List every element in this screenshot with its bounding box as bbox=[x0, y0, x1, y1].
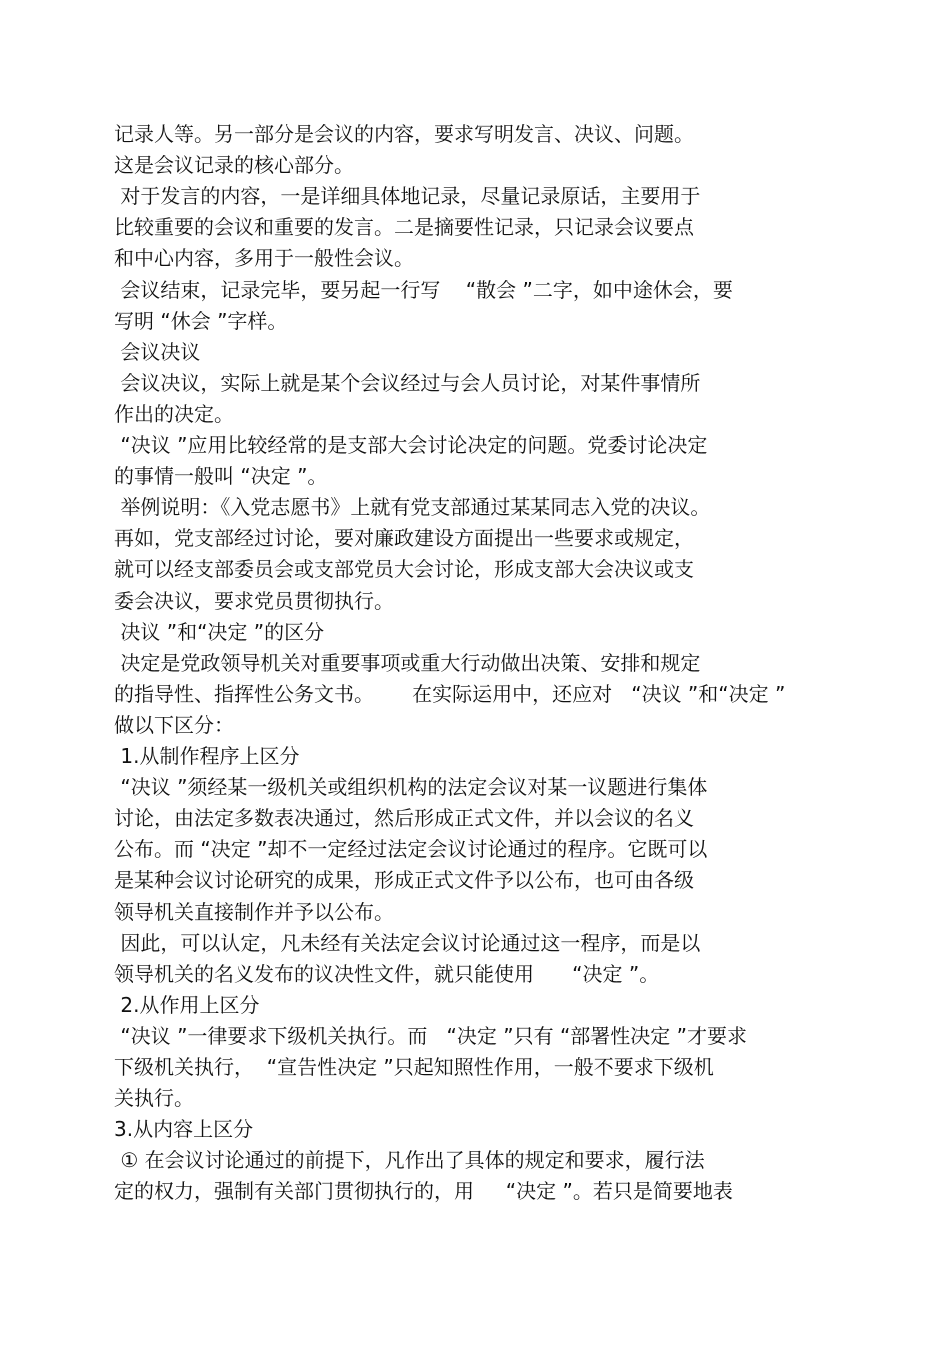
text-line: 这是会议记录的核心部分。 bbox=[114, 153, 354, 177]
text-line: 做以下区分： bbox=[114, 713, 234, 737]
section-heading: 决议 ”和“决定 ”的区分 bbox=[114, 620, 325, 644]
section-heading: 1.从制作程序上区分 bbox=[114, 744, 300, 768]
text-line: 和中心内容，多用于一般性会议。 bbox=[114, 246, 414, 270]
text-line: 的指导性、指挥性公务文书。 在实际运用中，还应对 “决议 ”和“决定 ” bbox=[114, 682, 786, 706]
text-line: 下级机关执行， “宣告性决定 ”只起知照性作用，一般不要求下级机 bbox=[114, 1055, 714, 1079]
text-line: 因此，可以认定，凡未经有关法定会议讨论通过这一程序，而是以 bbox=[114, 931, 701, 955]
text-line: “决议 ”一律要求下级机关执行。而 “决定 ”只有 “部署性决定 ”才要求 bbox=[114, 1024, 748, 1048]
text-line: 举例说明：《入党志愿书》上就有党支部通过某某同志入党的决议。 bbox=[114, 495, 711, 519]
text-line: 公布。而 “决定 ”却不一定经过法定会议讨论通过的程序。它既可以 bbox=[114, 837, 708, 861]
text-line: 会议决议，实际上就是某个会议经过与会人员讨论，对某件事情所 bbox=[114, 371, 701, 395]
text-line: 领导机关直接制作并予以公布。 bbox=[114, 900, 394, 924]
text-line: “决议 ”应用比较经常的是支部大会讨论决定的问题。党委讨论决定 bbox=[114, 433, 708, 457]
text-line: 决定是党政领导机关对重要事项或重大行动做出决策、安排和规定 bbox=[114, 651, 701, 675]
text-line: 就可以经支部委员会或支部党员大会讨论，形成支部大会决议或支 bbox=[114, 557, 694, 581]
text-line: 比较重要的会议和重要的发言。二是摘要性记录，只记录会议要点 bbox=[114, 215, 694, 239]
text-line: 作出的决定。 bbox=[114, 402, 234, 426]
text-line: 关执行。 bbox=[114, 1086, 194, 1110]
text-line: 是某种会议讨论研究的成果，形成正式文件予以公布，也可由各级 bbox=[114, 868, 694, 892]
section-heading: 3.从内容上区分 bbox=[114, 1117, 254, 1141]
section-heading: 会议决议 bbox=[114, 340, 201, 364]
text-line: 写明 “休会 ”字样。 bbox=[114, 309, 288, 333]
text-line: ① 在会议讨论通过的前提下，凡作出了具体的规定和要求，履行法 bbox=[114, 1148, 705, 1172]
text-line: 的事情一般叫 “决定 ”。 bbox=[114, 464, 328, 488]
text-line: 讨论，由法定多数表决通过，然后形成正式文件，并以会议的名义 bbox=[114, 806, 694, 830]
text-line: 再如，党支部经过讨论，要对廉政建设方面提出一些要求或规定， bbox=[114, 526, 694, 550]
text-line: 对于发言的内容，一是详细具体地记录，尽量记录原话，主要用于 bbox=[114, 184, 701, 208]
text-line: 委会决议，要求党员贯彻执行。 bbox=[114, 589, 394, 613]
text-line: 领导机关的名义发布的议决性文件，就只能使用 “决定 ”。 bbox=[114, 962, 660, 986]
text-line: 记录人等。另一部分是会议的内容，要求写明发言、决议、问题。 bbox=[114, 122, 694, 146]
section-heading: 2.从作用上区分 bbox=[114, 993, 260, 1017]
text-line: 会议结束，记录完毕，要另起一行写 “散会 ”二字，如中途休会，要 bbox=[114, 278, 733, 302]
text-line: “决议 ”须经某一级机关或组织机构的法定会议对某一议题进行集体 bbox=[114, 775, 708, 799]
text-line: 定的权力，强制有关部门贯彻执行的，用 “决定 ”。若只是简要地表 bbox=[114, 1179, 733, 1203]
